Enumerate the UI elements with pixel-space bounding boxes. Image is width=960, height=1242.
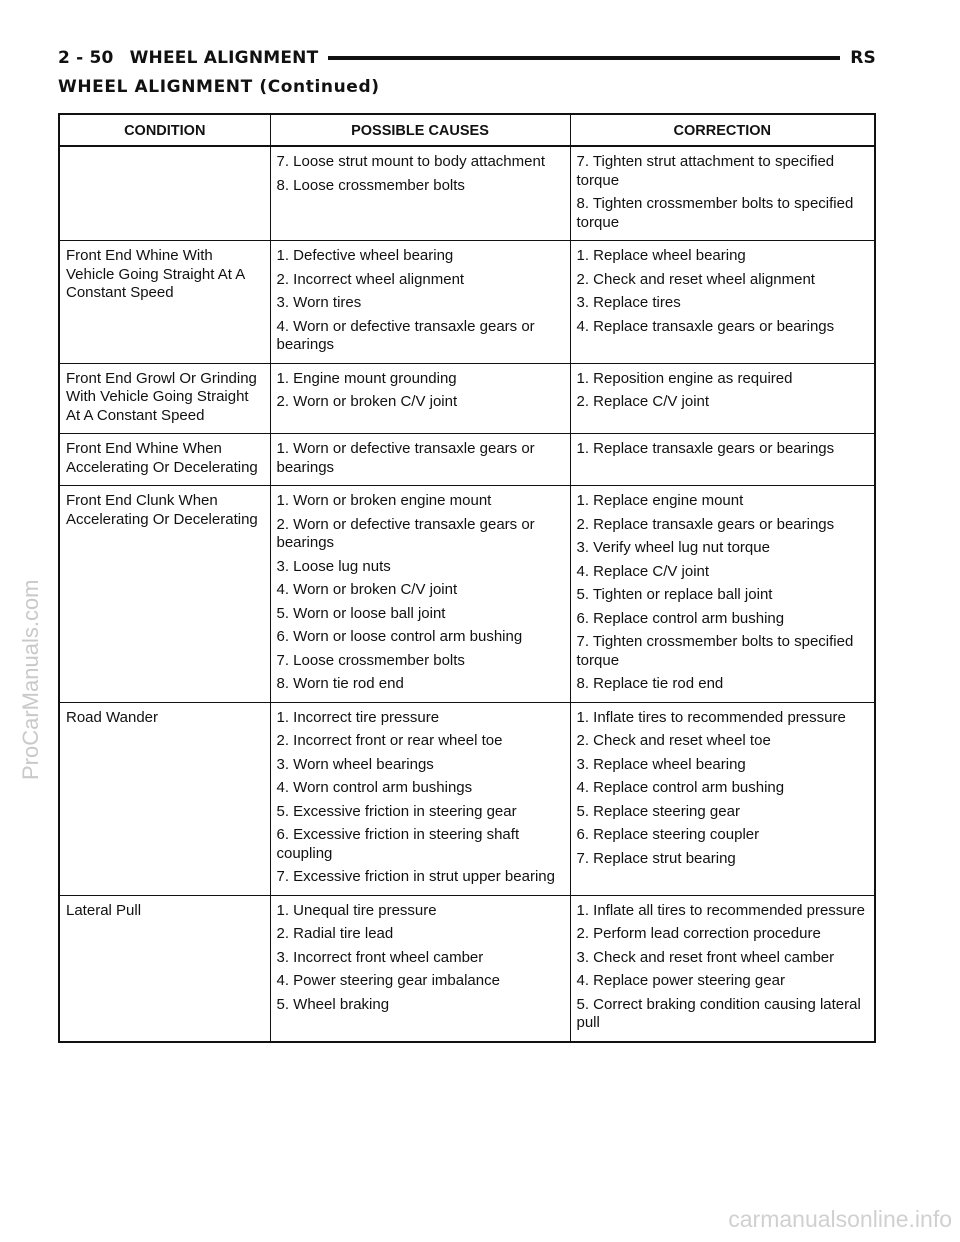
cause-item: 6. Worn or loose control arm bushing <box>276 628 523 645</box>
header-rule <box>328 56 840 60</box>
diagnosis-table <box>58 113 876 1043</box>
cause-item: 1. Defective wheel bearing <box>276 247 454 264</box>
cause-item: 2. Radial tire lead <box>276 925 394 942</box>
cause-item: 1. Worn or defective transaxle gears or bearings <box>276 440 535 476</box>
correction-item: 5. Replace steering gear <box>576 802 740 820</box>
header-possible-causes: POSSIBLE CAUSES <box>270 115 570 146</box>
correction-item: 1. Reposition engine as required <box>576 369 793 387</box>
table-row <box>60 241 874 364</box>
header-condition: CONDITION <box>60 115 270 146</box>
cause-item: 4. Worn or defective transaxle gears or bearings <box>276 317 535 353</box>
causes-cell <box>270 363 570 434</box>
correction-item: 3. Check and reset front wheel camber <box>576 948 835 966</box>
correction-item: 3. Verify wheel lug nut torque <box>576 539 770 556</box>
header-model: RS <box>850 48 876 68</box>
condition-cell: Lateral Pull <box>66 901 142 919</box>
bottom-watermark: carmanualsonline.info <box>728 1206 952 1232</box>
correction-item: 5. Tighten or replace ball joint <box>576 586 773 603</box>
cause-item: 8. Loose crossmember bolts <box>276 176 465 194</box>
table-header-row <box>60 115 874 146</box>
header-section: WHEEL ALIGNMENT <box>129 48 319 68</box>
correction-item: 1. Replace wheel bearing <box>576 247 746 264</box>
cause-item: 3. Worn tires <box>276 294 362 311</box>
cause-item: 8. Worn tie rod end <box>276 675 404 692</box>
table-row <box>60 486 874 703</box>
correction-item: 8. Tighten crossmember bolts to specified torque <box>576 195 854 231</box>
correction-item: 2. Perform lead correction procedure <box>576 925 821 942</box>
correction-item: 8. Replace tie rod end <box>576 675 724 692</box>
cause-item: 7. Excessive friction in strut upper bearing <box>276 868 555 885</box>
cause-item: 4. Worn control arm bushings <box>276 779 473 796</box>
cause-item: 3. Loose lug nuts <box>276 557 391 575</box>
correction-item: 6. Replace control arm bushing <box>576 609 785 627</box>
cause-item: 2. Incorrect wheel alignment <box>276 270 465 288</box>
page-label: 2 - 50 <box>58 48 114 68</box>
corrections-cell <box>570 434 874 486</box>
corrections-cell <box>570 241 874 364</box>
condition-cell <box>60 146 270 241</box>
correction-item: 2. Replace C/V joint <box>576 393 710 410</box>
cause-item: 2. Incorrect front or rear wheel toe <box>276 732 503 749</box>
correction-item: 5. Correct braking condition causing lateral pull <box>576 995 861 1031</box>
cause-item: 5. Excessive friction in steering gear <box>276 802 517 820</box>
corrections-cell <box>570 486 874 703</box>
correction-item: 3. Replace tires <box>576 294 681 311</box>
condition-cell: Front End Growl Or Grinding With Vehicle Going Straight At A Constant Speed <box>60 363 270 434</box>
cause-item: 5. Wheel braking <box>276 995 390 1013</box>
condition-cell: Front End Clunk When Accelerating Or Decelerating <box>60 486 270 703</box>
corrections-cell <box>570 702 874 895</box>
table-row <box>60 702 874 895</box>
correction-item: 7. Tighten crossmember bolts to specified torque <box>576 633 854 669</box>
correction-item: 1. Replace engine mount <box>576 492 744 509</box>
causes-cell <box>270 434 570 486</box>
cause-item: 7. Loose crossmember bolts <box>276 651 465 669</box>
cause-item: 2. Worn or defective transaxle gears or bearings <box>276 515 535 551</box>
cause-item: 1. Worn or broken engine mount <box>276 492 492 509</box>
page-header <box>58 44 876 72</box>
section-title: WHEEL ALIGNMENT (Continued) <box>58 77 380 97</box>
corrections-cell <box>570 895 874 1041</box>
correction-item: 1. Inflate tires to recommended pressure <box>576 708 846 726</box>
condition-cell: Road Wander <box>60 702 270 895</box>
correction-item: 1. Inflate all tires to recommended pressure <box>576 901 865 919</box>
table-row <box>60 363 874 434</box>
correction-item: 3. Replace wheel bearing <box>576 755 746 773</box>
condition-cell: Front End Whine When Accelerating Or Decelerating <box>60 434 270 486</box>
correction-item: 4. Replace transaxle gears or bearings <box>576 317 835 335</box>
correction-item: 4. Replace C/V joint <box>576 562 710 580</box>
correction-item: 2. Replace transaxle gears or bearings <box>576 515 835 533</box>
table-row <box>60 146 874 241</box>
corrections-cell <box>570 363 874 434</box>
cause-item: 5. Worn or loose ball joint <box>276 604 446 622</box>
correction-item: 7. Tighten strut attachment to specified torque <box>576 153 835 189</box>
cause-item: 4. Power steering gear imbalance <box>276 972 500 989</box>
correction-item: 7. Replace strut bearing <box>576 849 736 867</box>
correction-item: 2. Check and reset wheel toe <box>576 732 771 749</box>
causes-cell <box>270 702 570 895</box>
corrections-cell <box>570 146 874 241</box>
header-correction: CORRECTION <box>570 115 874 146</box>
condition-cell: Front End Whine With Vehicle Going Straight At A Constant Speed <box>60 241 270 364</box>
causes-cell <box>270 146 570 241</box>
table-row <box>60 434 874 486</box>
correction-item: 2. Check and reset wheel alignment <box>576 270 815 288</box>
correction-item: 6. Replace steering coupler <box>576 826 760 843</box>
table-row <box>60 895 874 1041</box>
causes-cell <box>270 486 570 703</box>
correction-item: 4. Replace power steering gear <box>576 972 785 989</box>
cause-item: 1. Unequal tire pressure <box>276 901 437 919</box>
cause-item: 6. Excessive friction in steering shaft coupling <box>276 826 520 862</box>
cause-item: 7. Loose strut mount to body attachment <box>276 153 545 170</box>
cause-item: 1. Engine mount grounding <box>276 369 457 387</box>
causes-cell <box>270 241 570 364</box>
correction-item: 1. Replace transaxle gears or bearings <box>576 440 835 457</box>
side-watermark: ProCarManuals.com <box>18 579 43 780</box>
cause-item: 3. Worn wheel bearings <box>276 755 434 773</box>
cause-item: 1. Incorrect tire pressure <box>276 708 440 726</box>
causes-cell <box>270 895 570 1041</box>
correction-item: 4. Replace control arm bushing <box>576 779 785 796</box>
cause-item: 4. Worn or broken C/V joint <box>276 581 458 598</box>
cause-item: 2. Worn or broken C/V joint <box>276 393 458 410</box>
cause-item: 3. Incorrect front wheel camber <box>276 948 484 966</box>
